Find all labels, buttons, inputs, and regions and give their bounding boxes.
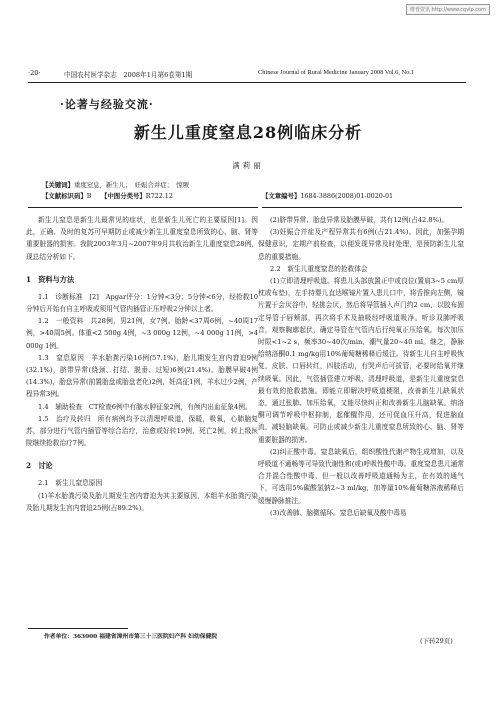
paragraph-2-2-heading: 2.2 新生儿重度窒息的抢救体会 bbox=[270, 264, 368, 273]
paragraph-1-2: 1.2 一般资料 共28例，男21例，女7例。胎龄<37周6例，~40周17例，>40周5例。体重<2 500g 4例，~3 000g 12例，~4 000g 11例，>4 000g 1例。 bbox=[26, 317, 258, 350]
paragraph-1-5: 1.5 治疗及转归 所有病例均予以清理呼吸道，保暖，吸氧，心肺脑复苏，部分进行气管内插管等综合治疗，治愈或好转19例，死亡2例，转上级医院继续抢救治疗7例。 bbox=[26, 414, 258, 448]
keywords-rule-left bbox=[28, 207, 258, 208]
class-number-value: R722.12 bbox=[145, 192, 173, 200]
paragraph-r3: (1)立即清理呼吸道。将患儿头部放置正中或良位(置肩3~5 cm厚枕或布垫)，左手持婴儿直达喉镜片置入患儿口中，将舌推向左侧，镜片置于会厌谷中，轻挑会厌，然后将导管插入声门约2 cm，以胶布固定导管于唇颊部，再次将手术及抽吸经呼吸道吸净。听诊双肺呼吸音，观察胸廓起伏，确定导管在气管内后行纯氧正压给氧。每次加压时限<1~2 s，频率30~40次/min，潮气量20~40 ml。继之，静脉给纳洛酮0.1 mg/kg用10%葡萄糖稀释后缓注。待新生儿自主呼吸恢复，皮肤、口唇转红，四肢活动，有哭声后可拔管，必要时给氧并继续吸氧。因此，气管插管建立呼吸、清理呼吸道，是新生儿重度窒息最有效的抢救措施。即能立即解决呼吸道梗阻，改善新生儿缺氧状态，通过张肺、加压给氧，又能尽快纠正和改善新生儿脑缺氧。纳洛酮可调节呼吸中枢抑制，起催醒作用，还可促血压升高，促进脑血流，减轻脑缺氧。可防止或减少新生儿重度窒息所致的心、脑、肾等重要脏器的损害。 bbox=[258, 277, 464, 444]
journal-name-cn: 中国农村医学杂志 2008年1月第6卷第1期 bbox=[64, 71, 193, 79]
paragraph-r4: (2)纠正酸中毒。窒息缺氧后，组织酸性代谢产物生成增加，以及呼吸道不通畅等可导致代谢性和(或)呼吸性酸中毒。重度窒息患儿通常合并混合性酸中毒，但一般以改善呼吸道通畅为主，在有效的通气下，可选用5%碳酸氢钠2~3 ml/kg，加等量10%葡萄糖溶液稀释后缓慢静脉推注。 bbox=[258, 447, 464, 505]
class-number-label: 【中图分类号】 bbox=[104, 192, 146, 200]
intro-paragraph: 新生儿窒息是新生儿最常见的症状，也是新生儿死亡的主要原因[1]。因此，正确、及时的复苏可早期防止或减少新生儿重度窒息所致的心、脑、肾等重要脏器的损害。我院2003年3月~2007年9月共收治新生儿重度窒息28例，现总结分析如下。 bbox=[26, 216, 258, 261]
paragraph-r2: (3)妊娠合并症及产程异常共有6例(占21.4%)。因此，加强孕期保健意识，定期产前检查，以便发现异常及时处理，是预防新生儿窒息的重要措施。 bbox=[258, 228, 464, 261]
journal-name-en: Chinese Journal of Rural Medicine January 2008 Vol.6, No.1 bbox=[258, 69, 415, 76]
article-number bbox=[262, 191, 393, 200]
paragraph-1-3: 1.3 窒息原因 羊水胎粪污染16例(57.1%)，胎儿期发生宫内窘迫9例(32.1%)，脐带异常(绕颈、打结、脱垂、过短)6例(21.4%)。胎膜早破4例(14.3%)，胎盘异常(前置胎盘或胎盘老化)2例，妊高征1例，羊水过少2例，产程异常3例。 bbox=[26, 353, 258, 399]
continued-note: (下转29页) bbox=[420, 637, 453, 645]
paragraph-r5: (3)改善肺、脑微循环。窒息后缺氧及酸中毒易 bbox=[270, 508, 407, 517]
author-affiliation-footnote: 作者单位：363000 福建省漳州市第三十三医院妇产科 妇幼保健院 bbox=[44, 634, 218, 640]
running-head bbox=[28, 68, 466, 81]
footnote-rule bbox=[28, 628, 128, 629]
doc-code-label: 【文献标识码】 bbox=[42, 192, 87, 200]
article-number-label: 【文章编号】 bbox=[262, 192, 301, 200]
left-column bbox=[26, 214, 258, 514]
article-title: 新生儿重度窒息28例临床分析 bbox=[133, 123, 363, 142]
section-label: ·论著与经验交流· bbox=[60, 98, 154, 111]
paragraph-2-1-a: (1)羊水胎粪污染及胎儿期发生宫内窘迫为其主要原因，本组羊水胎粪污染及胎儿期发生宫内窘迫25例(占89.2%)。 bbox=[26, 491, 258, 512]
heading-discussion: 2 讨论 bbox=[26, 461, 53, 471]
right-column bbox=[258, 214, 464, 519]
page-number: ·20· bbox=[28, 69, 41, 77]
paragraph-1-4: 1.4 辅助检查 CT检查6例中有脑水肿征象2例，有颅内出血征象4例。 bbox=[38, 402, 252, 411]
watermark-badge: 维普资讯 http://www.cqvip.com bbox=[406, 4, 490, 15]
keywords-text: 重度窒息，新生儿； 妊娠合并症； 惊厥 bbox=[73, 181, 189, 189]
doc-code-value: B bbox=[86, 192, 92, 200]
keywords-rule-right bbox=[262, 207, 462, 208]
author-name: 满莉丽 bbox=[232, 161, 264, 170]
keywords-block bbox=[42, 180, 189, 202]
paragraph-1-1: 1.1 诊断标准 [2] Apgar评分：1分钟<3分；5分钟<6分，经抢救10分钟后开始有自主呼吸或须用气管内插管正压呼吸2分钟以上者。 bbox=[26, 292, 258, 314]
keywords-label: 【关键词】 bbox=[42, 181, 74, 189]
paragraph-r1: (2)脐带异常、胎盘异常及胎膜早破，共有12例(占42.8%)。 bbox=[270, 216, 449, 224]
article-number-value: 1684-3886(2008)01-0020-01 bbox=[300, 192, 394, 200]
heading-materials-methods: 1 资料与方法 bbox=[26, 274, 75, 284]
paragraph-2-1-heading: 2.1 新生儿窒息原因 bbox=[38, 479, 103, 488]
header-rule bbox=[28, 82, 466, 83]
